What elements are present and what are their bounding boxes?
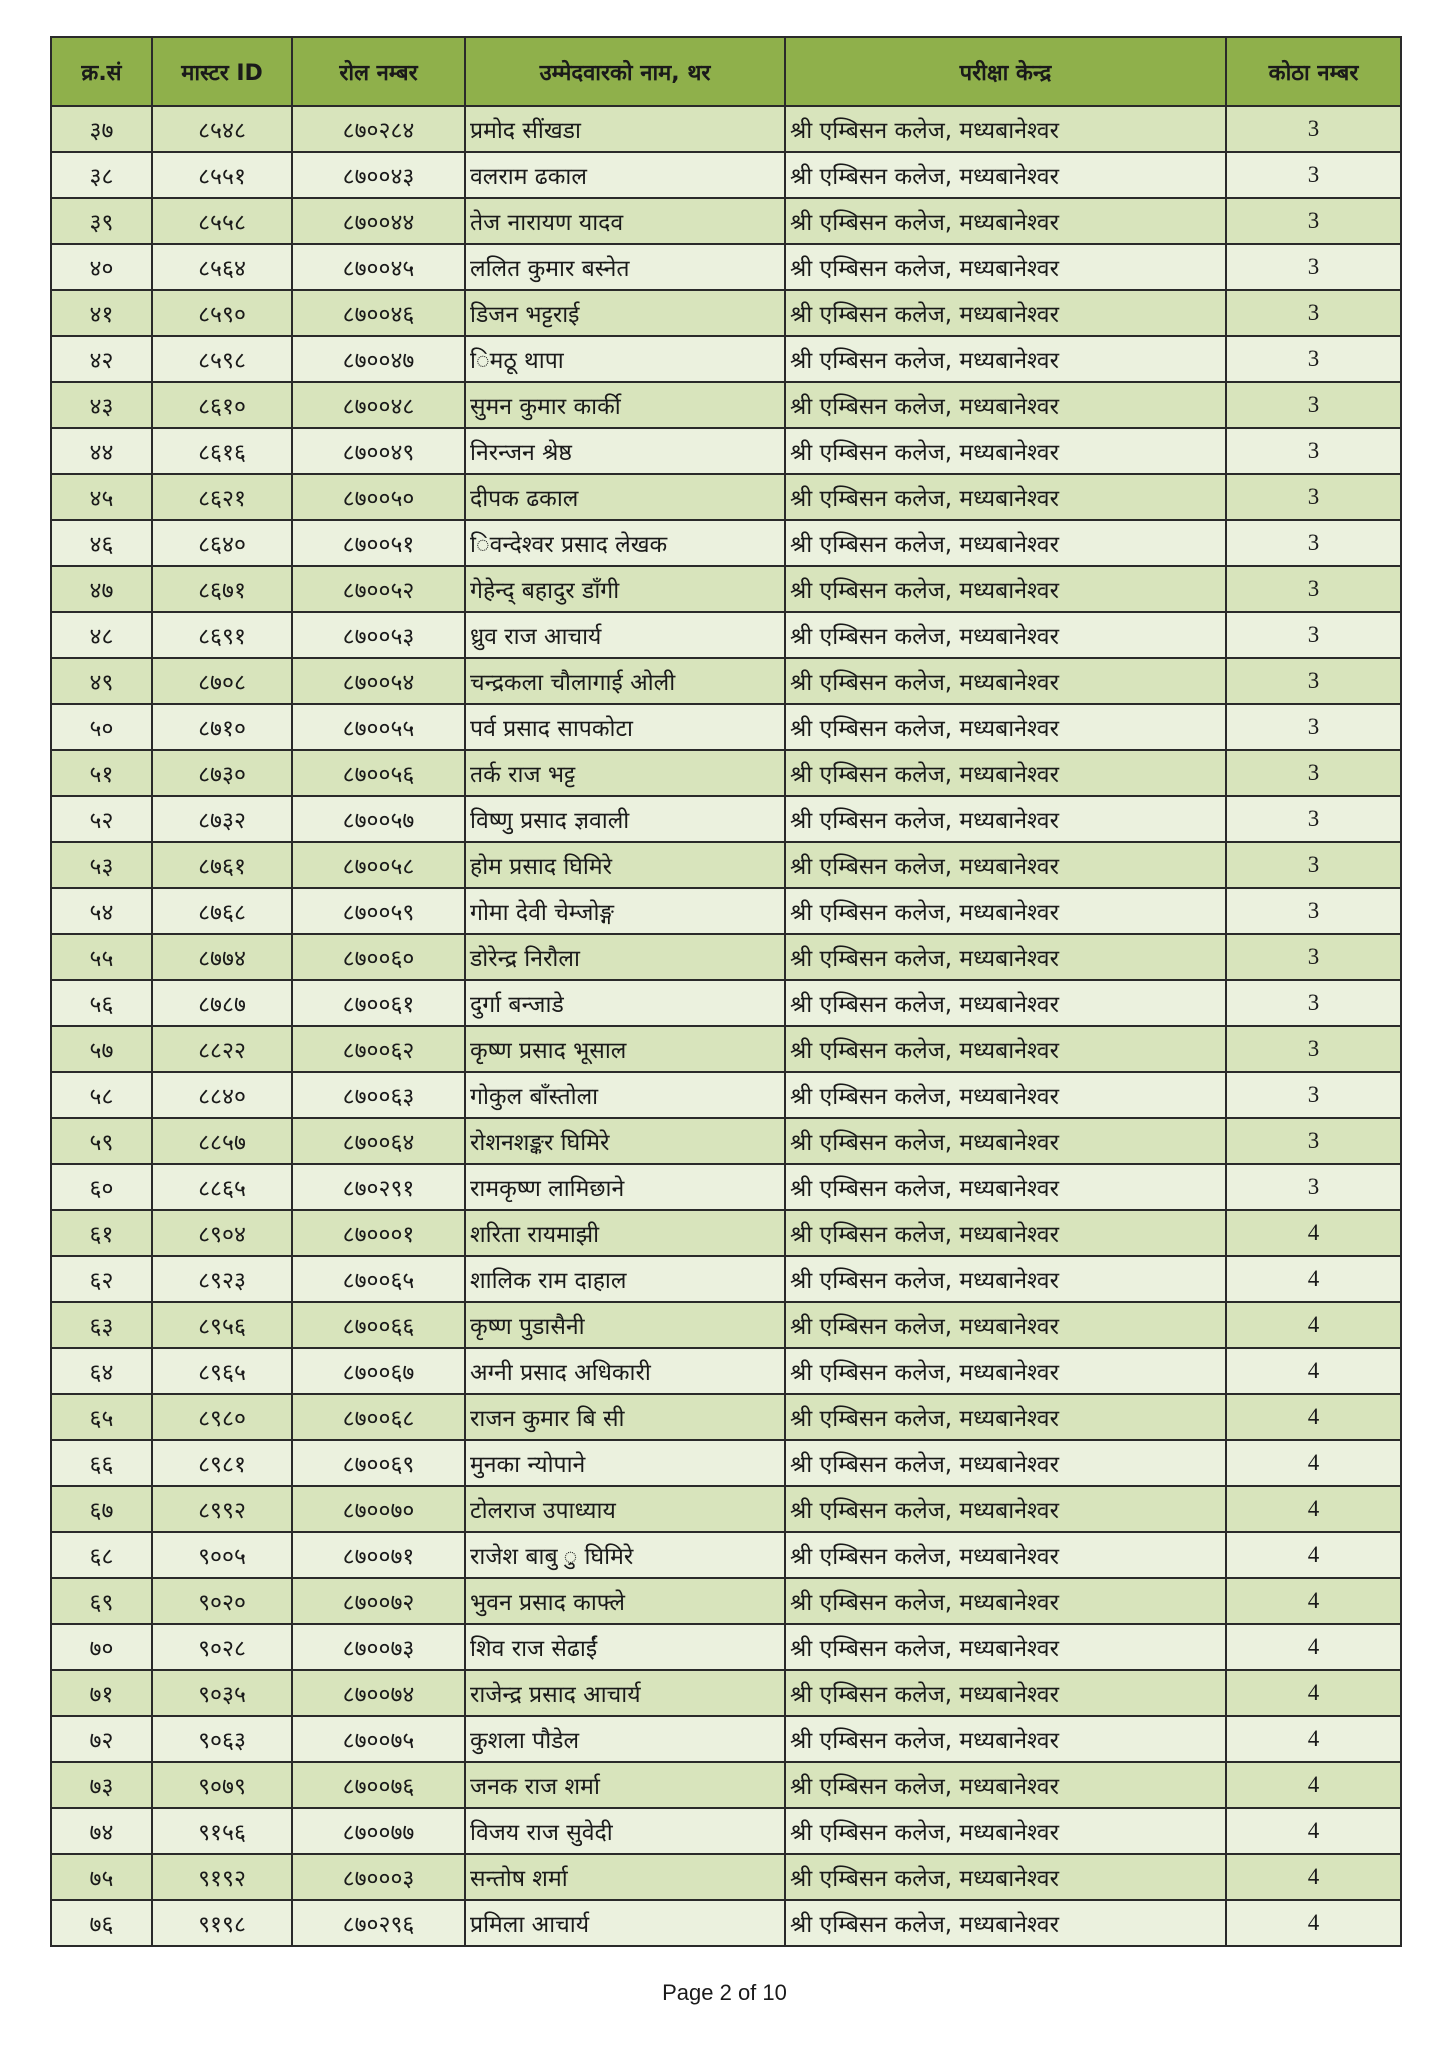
table-row (51, 566, 1401, 612)
room-number-cell: 3 (1226, 428, 1401, 474)
roll-number-cell: ८७००६३ (292, 1072, 465, 1118)
master-id-cell: ८९५६ (152, 1302, 292, 1348)
table-row (51, 1532, 1401, 1578)
exam-center-cell: श्री एम्बिसन कलेज, मध्यबानेश्वर (785, 1716, 1226, 1762)
candidate-name-cell: रामकृष्ण लामिछाने (465, 1164, 785, 1210)
candidate-name-cell: राजेन्द्र प्रसाद आचार्य (465, 1670, 785, 1716)
candidate-name-cell: राजेश बाबु ु घिमिरे (465, 1532, 785, 1578)
candidate-name-cell: गेहेन्द् बहादुर डाँगी (465, 566, 785, 612)
table-row (51, 1762, 1401, 1808)
table-row (51, 1486, 1401, 1532)
table-row (51, 1394, 1401, 1440)
exam-center-cell: श्री एम्बिसन कलेज, मध्यबानेश्वर (785, 1072, 1226, 1118)
master-id-cell: ९०७९ (152, 1762, 292, 1808)
roll-number-cell: ८७००५७ (292, 796, 465, 842)
room-number-cell: 4 (1226, 1670, 1401, 1716)
roll-number-cell: ८७००७२ (292, 1578, 465, 1624)
exam-center-cell: श्री एम्बिसन कलेज, मध्यबानेश्वर (785, 1302, 1226, 1348)
table-row (51, 704, 1401, 750)
master-id-cell: ९०३५ (152, 1670, 292, 1716)
roll-number-cell: ८७००४६ (292, 290, 465, 336)
master-id-cell: ८७६८ (152, 888, 292, 934)
table-row (51, 1716, 1401, 1762)
roll-number-cell: ८७००४५ (292, 244, 465, 290)
master-id-cell: ९०६३ (152, 1716, 292, 1762)
serial-cell: ५१ (51, 750, 152, 796)
master-id-cell: ८९९२ (152, 1486, 292, 1532)
room-number-cell: 4 (1226, 1440, 1401, 1486)
roll-number-cell: ८७००५८ (292, 842, 465, 888)
table-row (51, 474, 1401, 520)
roll-number-cell: ८७००७१ (292, 1532, 465, 1578)
candidate-name-cell: दुर्गा बन्जाडे (465, 980, 785, 1026)
master-id-cell: ८५६४ (152, 244, 292, 290)
serial-cell: ६१ (51, 1210, 152, 1256)
table-row (51, 1302, 1401, 1348)
serial-cell: ५३ (51, 842, 152, 888)
exam-center-cell: श्री एम्बिसन कलेज, मध्यबानेश्वर (785, 1854, 1226, 1900)
roll-number-cell: ८७००५४ (292, 658, 465, 704)
serial-cell: ६७ (51, 1486, 152, 1532)
master-id-cell: ९१९८ (152, 1900, 292, 1946)
roll-number-cell: ८७००६५ (292, 1256, 465, 1302)
room-number-cell: 3 (1226, 1026, 1401, 1072)
serial-cell: ६६ (51, 1440, 152, 1486)
exam-center-cell: श्री एम्बिसन कलेज, मध्यबानेश्वर (785, 566, 1226, 612)
candidate-name-cell: प्रमोद सींखडा (465, 106, 785, 152)
candidate-name-cell: शरिता रायमाझी (465, 1210, 785, 1256)
serial-cell: ५४ (51, 888, 152, 934)
master-id-cell: ८६७१ (152, 566, 292, 612)
candidate-name-cell: गोकुल बाँस्तोला (465, 1072, 785, 1118)
exam-center-cell: श्री एम्बिसन कलेज, मध्यबानेश्वर (785, 336, 1226, 382)
room-number-cell: 3 (1226, 842, 1401, 888)
room-number-cell: 3 (1226, 1118, 1401, 1164)
candidate-name-cell: शालिक राम दाहाल (465, 1256, 785, 1302)
master-id-cell: ८५९० (152, 290, 292, 336)
exam-center-cell: श्री एम्बिसन कलेज, मध्यबानेश्वर (785, 934, 1226, 980)
serial-cell: ५७ (51, 1026, 152, 1072)
header-room-number: कोठा नम्बर (1226, 37, 1401, 106)
roll-number-cell: ८७००६० (292, 934, 465, 980)
exam-center-cell: श्री एम्बिसन कलेज, मध्यबानेश्वर (785, 1440, 1226, 1486)
room-number-cell: 3 (1226, 198, 1401, 244)
exam-center-cell: श्री एम्बिसन कलेज, मध्यबानेश्वर (785, 428, 1226, 474)
room-number-cell: 4 (1226, 1578, 1401, 1624)
serial-cell: ५९ (51, 1118, 152, 1164)
table-row (51, 1900, 1401, 1946)
candidate-name-cell: प्रमिला आचार्य (465, 1900, 785, 1946)
roll-number-cell: ८७०२९१ (292, 1164, 465, 1210)
master-id-cell: ९०२८ (152, 1624, 292, 1670)
header-candidate-name: उम्मेदवारको नाम, थर (465, 37, 785, 106)
serial-cell: ७६ (51, 1900, 152, 1946)
table-row (51, 1256, 1401, 1302)
room-number-cell: 4 (1226, 1532, 1401, 1578)
serial-cell: ६० (51, 1164, 152, 1210)
room-number-cell: 4 (1226, 1900, 1401, 1946)
candidate-name-cell: तेज नारायण यादव (465, 198, 785, 244)
table-row (51, 1854, 1401, 1900)
roll-number-cell: ८७००७६ (292, 1762, 465, 1808)
serial-cell: ३९ (51, 198, 152, 244)
serial-cell: ६३ (51, 1302, 152, 1348)
master-id-cell: ८७०८ (152, 658, 292, 704)
master-id-cell: ८९६५ (152, 1348, 292, 1394)
serial-cell: ६५ (51, 1394, 152, 1440)
candidate-name-cell: सन्तोष शर्मा (465, 1854, 785, 1900)
roll-number-cell: ८७००६७ (292, 1348, 465, 1394)
candidate-name-cell: वलराम ढकाल (465, 152, 785, 198)
table-row (51, 1670, 1401, 1716)
table-row (51, 244, 1401, 290)
table-row (51, 106, 1401, 152)
exam-center-cell: श्री एम्बिसन कलेज, मध्यबानेश्वर (785, 106, 1226, 152)
exam-center-cell: श्री एम्बिसन कलेज, मध्यबानेश्वर (785, 888, 1226, 934)
table-row (51, 1072, 1401, 1118)
exam-center-cell: श्री एम्बिसन कलेज, मध्यबानेश्वर (785, 750, 1226, 796)
roll-number-cell: ८७००५५ (292, 704, 465, 750)
candidate-name-cell: डोरेन्द्र निरौला (465, 934, 785, 980)
master-id-cell: ८६१६ (152, 428, 292, 474)
serial-cell: ६२ (51, 1256, 152, 1302)
master-id-cell: ८९२३ (152, 1256, 292, 1302)
roll-number-cell: ८७००६६ (292, 1302, 465, 1348)
exam-center-cell: श्री एम्बिसन कलेज, मध्यबानेश्वर (785, 474, 1226, 520)
master-id-cell: ८५९८ (152, 336, 292, 382)
table-row (51, 888, 1401, 934)
room-number-cell: 3 (1226, 152, 1401, 198)
table-row (51, 980, 1401, 1026)
room-number-cell: 4 (1226, 1624, 1401, 1670)
exam-center-cell: श्री एम्बिसन कलेज, मध्यबानेश्वर (785, 658, 1226, 704)
serial-cell: ४१ (51, 290, 152, 336)
roll-number-cell: ८७००७० (292, 1486, 465, 1532)
serial-cell: ५० (51, 704, 152, 750)
roll-number-cell: ८७००५९ (292, 888, 465, 934)
room-number-cell: 4 (1226, 1256, 1401, 1302)
candidate-name-cell: ललित कुमार बस्नेत (465, 244, 785, 290)
roll-number-cell: ८७००६१ (292, 980, 465, 1026)
exam-center-cell: श्री एम्बिसन कलेज, मध्यबानेश्वर (785, 612, 1226, 658)
serial-cell: ५५ (51, 934, 152, 980)
candidate-name-cell: टोलराज उपाध्याय (465, 1486, 785, 1532)
room-number-cell: 4 (1226, 1394, 1401, 1440)
roll-number-cell: ८७००७४ (292, 1670, 465, 1716)
serial-cell: ४२ (51, 336, 152, 382)
exam-center-cell: श्री एम्बिसन कलेज, मध्यबानेश्वर (785, 520, 1226, 566)
room-number-cell: 3 (1226, 106, 1401, 152)
room-number-cell: 4 (1226, 1716, 1401, 1762)
master-id-cell: ८८४० (152, 1072, 292, 1118)
serial-cell: ५८ (51, 1072, 152, 1118)
room-number-cell: 3 (1226, 244, 1401, 290)
roll-number-cell: ८७०००३ (292, 1854, 465, 1900)
master-id-cell: ८७८७ (152, 980, 292, 1026)
candidate-name-cell: डिजन भट्टराई (465, 290, 785, 336)
master-id-cell: ८८५७ (152, 1118, 292, 1164)
table-row (51, 658, 1401, 704)
room-number-cell: 3 (1226, 382, 1401, 428)
roll-number-cell: ८७००५२ (292, 566, 465, 612)
roll-number-cell: ८७००६८ (292, 1394, 465, 1440)
room-number-cell: 3 (1226, 980, 1401, 1026)
master-id-cell: ८७७४ (152, 934, 292, 980)
serial-cell: ४४ (51, 428, 152, 474)
candidate-name-cell: विजय राज सुवेदी (465, 1808, 785, 1854)
roll-number-cell: ८७००७५ (292, 1716, 465, 1762)
serial-cell: ५२ (51, 796, 152, 842)
master-id-cell: ८६९१ (152, 612, 292, 658)
roll-number-cell: ८७००४७ (292, 336, 465, 382)
exam-center-cell: श्री एम्बिसन कलेज, मध्यबानेश्वर (785, 704, 1226, 750)
candidate-name-cell: मुनका न्योपाने (465, 1440, 785, 1486)
header-exam-center: परीक्षा केन्द्र (785, 37, 1226, 106)
master-id-cell: ८६१० (152, 382, 292, 428)
candidate-name-cell: निरन्जन श्रेष्ठ (465, 428, 785, 474)
candidate-name-cell: गोमा देवी चेम्जोङ्ग (465, 888, 785, 934)
serial-cell: ६४ (51, 1348, 152, 1394)
header-master-id: मास्टर ID (152, 37, 292, 106)
table-row (51, 336, 1401, 382)
master-id-cell: ८७१० (152, 704, 292, 750)
exam-center-cell: श्री एम्बिसन कलेज, मध्यबानेश्वर (785, 1900, 1226, 1946)
roll-number-cell: ८७००५१ (292, 520, 465, 566)
candidate-name-cell: सुमन कुमार कार्की (465, 382, 785, 428)
room-number-cell: 3 (1226, 934, 1401, 980)
master-id-cell: ९१९२ (152, 1854, 292, 1900)
exam-center-cell: श्री एम्बिसन कलेज, मध्यबानेश्वर (785, 1026, 1226, 1072)
roll-number-cell: ८७००४९ (292, 428, 465, 474)
table-row (51, 1164, 1401, 1210)
table-row (51, 1118, 1401, 1164)
table-row (51, 934, 1401, 980)
room-number-cell: 3 (1226, 704, 1401, 750)
exam-center-cell: श्री एम्बिसन कलेज, मध्यबानेश्वर (785, 1118, 1226, 1164)
table-row (51, 382, 1401, 428)
serial-cell: ७३ (51, 1762, 152, 1808)
room-number-cell: 3 (1226, 796, 1401, 842)
exam-center-cell: श्री एम्बिसन कलेज, मध्यबानेश्वर (785, 1348, 1226, 1394)
candidate-name-cell: विष्णु प्रसाद ज्ञवाली (465, 796, 785, 842)
candidate-name-cell: अग्नी प्रसाद अधिकारी (465, 1348, 785, 1394)
exam-center-cell: श्री एम्बिसन कलेज, मध्यबानेश्वर (785, 198, 1226, 244)
exam-center-cell: श्री एम्बिसन कलेज, मध्यबानेश्वर (785, 244, 1226, 290)
room-number-cell: 4 (1226, 1854, 1401, 1900)
serial-cell: ७२ (51, 1716, 152, 1762)
room-number-cell: 4 (1226, 1808, 1401, 1854)
candidate-name-cell: रोशनशङ्कर घिमिरे (465, 1118, 785, 1164)
table-row (51, 612, 1401, 658)
serial-cell: ४७ (51, 566, 152, 612)
table-row (51, 1808, 1401, 1854)
room-number-cell: 3 (1226, 750, 1401, 796)
table-row (51, 1578, 1401, 1624)
master-id-cell: ८७३० (152, 750, 292, 796)
exam-center-cell: श्री एम्बिसन कलेज, मध्यबानेश्वर (785, 1164, 1226, 1210)
candidate-name-cell: कुशला पौडेल (465, 1716, 785, 1762)
table-row (51, 750, 1401, 796)
serial-cell: ३७ (51, 106, 152, 152)
table-row (51, 1440, 1401, 1486)
table-row (51, 796, 1401, 842)
roll-number-cell: ८७००४८ (292, 382, 465, 428)
table-row (51, 152, 1401, 198)
table-row (51, 198, 1401, 244)
room-number-cell: 3 (1226, 888, 1401, 934)
exam-center-cell: श्री एम्बिसन कलेज, मध्यबानेश्वर (785, 290, 1226, 336)
master-id-cell: ८९०४ (152, 1210, 292, 1256)
serial-cell: ४८ (51, 612, 152, 658)
room-number-cell: 4 (1226, 1762, 1401, 1808)
exam-center-cell: श्री एम्बिसन कलेज, मध्यबानेश्वर (785, 842, 1226, 888)
serial-cell: ४६ (51, 520, 152, 566)
serial-cell: ५६ (51, 980, 152, 1026)
room-number-cell: 4 (1226, 1486, 1401, 1532)
room-number-cell: 3 (1226, 520, 1401, 566)
serial-cell: ४३ (51, 382, 152, 428)
candidate-name-cell: चन्द्रकला चौलागाई ओली (465, 658, 785, 704)
roll-number-cell: ८७००७७ (292, 1808, 465, 1854)
roll-number-cell: ८७००७३ (292, 1624, 465, 1670)
master-id-cell: ८६४० (152, 520, 292, 566)
room-number-cell: 3 (1226, 1072, 1401, 1118)
exam-center-cell: श्री एम्बिसन कलेज, मध्यबानेश्वर (785, 1624, 1226, 1670)
room-number-cell: 3 (1226, 612, 1401, 658)
master-id-cell: ८६२१ (152, 474, 292, 520)
table-row (51, 1026, 1401, 1072)
exam-center-cell: श्री एम्बिसन कलेज, मध्यबानेश्वर (785, 1532, 1226, 1578)
room-number-cell: 4 (1226, 1210, 1401, 1256)
master-id-cell: ८९८० (152, 1394, 292, 1440)
candidate-table (50, 36, 1402, 1947)
candidate-name-cell: ध्रुव राज आचार्य (465, 612, 785, 658)
roll-number-cell: ८७००४४ (292, 198, 465, 244)
room-number-cell: 3 (1226, 290, 1401, 336)
candidate-name-cell: जनक राज शर्मा (465, 1762, 785, 1808)
exam-center-cell: श्री एम्बिसन कलेज, मध्यबानेश्वर (785, 980, 1226, 1026)
exam-center-cell: श्री एम्बिसन कलेज, मध्यबानेश्वर (785, 152, 1226, 198)
master-id-cell: ८५५८ (152, 198, 292, 244)
room-number-cell: 3 (1226, 474, 1401, 520)
roll-number-cell: ८७०२९६ (292, 1900, 465, 1946)
exam-center-cell: श्री एम्बिसन कलेज, मध्यबानेश्वर (785, 1256, 1226, 1302)
master-id-cell: ८८६५ (152, 1164, 292, 1210)
serial-cell: ४९ (51, 658, 152, 704)
roll-number-cell: ८७००५० (292, 474, 465, 520)
roll-number-cell: ८७००६२ (292, 1026, 465, 1072)
candidate-name-cell: होम प्रसाद घिमिरे (465, 842, 785, 888)
roll-number-cell: ८७००५६ (292, 750, 465, 796)
exam-center-cell: श्री एम्बिसन कलेज, मध्यबानेश्वर (785, 1578, 1226, 1624)
serial-cell: ७५ (51, 1854, 152, 1900)
candidate-name-cell: पर्व प्रसाद सापकोटा (465, 704, 785, 750)
exam-center-cell: श्री एम्बिसन कलेज, मध्यबानेश्वर (785, 382, 1226, 428)
header-roll-number: रोल नम्बर (292, 37, 465, 106)
page-number: Page 2 of 10 (662, 1980, 787, 2005)
serial-cell: ७० (51, 1624, 152, 1670)
candidate-name-cell: शिव राज सेढाईं (465, 1624, 785, 1670)
table-row (51, 1348, 1401, 1394)
table-row (51, 1210, 1401, 1256)
candidate-name-cell: भुवन प्रसाद काफ्ले (465, 1578, 785, 1624)
serial-cell: ७४ (51, 1808, 152, 1854)
roll-number-cell: ८७०००१ (292, 1210, 465, 1256)
exam-center-cell: श्री एम्बिसन कलेज, मध्यबानेश्वर (785, 1762, 1226, 1808)
master-id-cell: ९१५६ (152, 1808, 292, 1854)
serial-cell: ६९ (51, 1578, 152, 1624)
table-row (51, 520, 1401, 566)
room-number-cell: 3 (1226, 1164, 1401, 1210)
candidate-name-cell: िवन्देश्वर प्रसाद लेखक (465, 520, 785, 566)
table-row (51, 842, 1401, 888)
serial-cell: ४५ (51, 474, 152, 520)
exam-center-cell: श्री एम्बिसन कलेज, मध्यबानेश्वर (785, 1486, 1226, 1532)
roll-number-cell: ८७००४३ (292, 152, 465, 198)
master-id-cell: ८८२२ (152, 1026, 292, 1072)
header-serial: क्र.सं (51, 37, 152, 106)
candidate-name-cell: कृष्ण पुडासैनी (465, 1302, 785, 1348)
serial-cell: ६८ (51, 1532, 152, 1578)
exam-center-cell: श्री एम्बिसन कलेज, मध्यबानेश्वर (785, 1210, 1226, 1256)
candidate-name-cell: राजन कुमार बि सी (465, 1394, 785, 1440)
master-id-cell: ८५५१ (152, 152, 292, 198)
exam-center-cell: श्री एम्बिसन कलेज, मध्यबानेश्वर (785, 796, 1226, 842)
master-id-cell: ८७३२ (152, 796, 292, 842)
table-row (51, 1624, 1401, 1670)
room-number-cell: 3 (1226, 566, 1401, 612)
room-number-cell: 4 (1226, 1302, 1401, 1348)
candidate-name-cell: िमठू थापा (465, 336, 785, 382)
candidate-name-cell: तर्क राज भट्ट (465, 750, 785, 796)
exam-center-cell: श्री एम्बिसन कलेज, मध्यबानेश्वर (785, 1670, 1226, 1716)
room-number-cell: 4 (1226, 1348, 1401, 1394)
roll-number-cell: ८७०२८४ (292, 106, 465, 152)
roll-number-cell: ८७००५३ (292, 612, 465, 658)
roll-number-cell: ८७००६४ (292, 1118, 465, 1164)
serial-cell: ४० (51, 244, 152, 290)
room-number-cell: 3 (1226, 336, 1401, 382)
exam-center-cell: श्री एम्बिसन कलेज, मध्यबानेश्वर (785, 1394, 1226, 1440)
table-row (51, 290, 1401, 336)
table-row (51, 428, 1401, 474)
roll-number-cell: ८७००६९ (292, 1440, 465, 1486)
master-id-cell: ८५४८ (152, 106, 292, 152)
master-id-cell: ९०२० (152, 1578, 292, 1624)
master-id-cell: ८७६१ (152, 842, 292, 888)
table-header-row (51, 37, 1401, 106)
serial-cell: ३८ (51, 152, 152, 198)
room-number-cell: 3 (1226, 658, 1401, 704)
exam-center-cell: श्री एम्बिसन कलेज, मध्यबानेश्वर (785, 1808, 1226, 1854)
candidate-name-cell: कृृष्ण प्रसाद भूसाल (465, 1026, 785, 1072)
serial-cell: ७१ (51, 1670, 152, 1716)
master-id-cell: ९००५ (152, 1532, 292, 1578)
candidate-name-cell: दीपक ढकाल (465, 474, 785, 520)
master-id-cell: ८९८१ (152, 1440, 292, 1486)
